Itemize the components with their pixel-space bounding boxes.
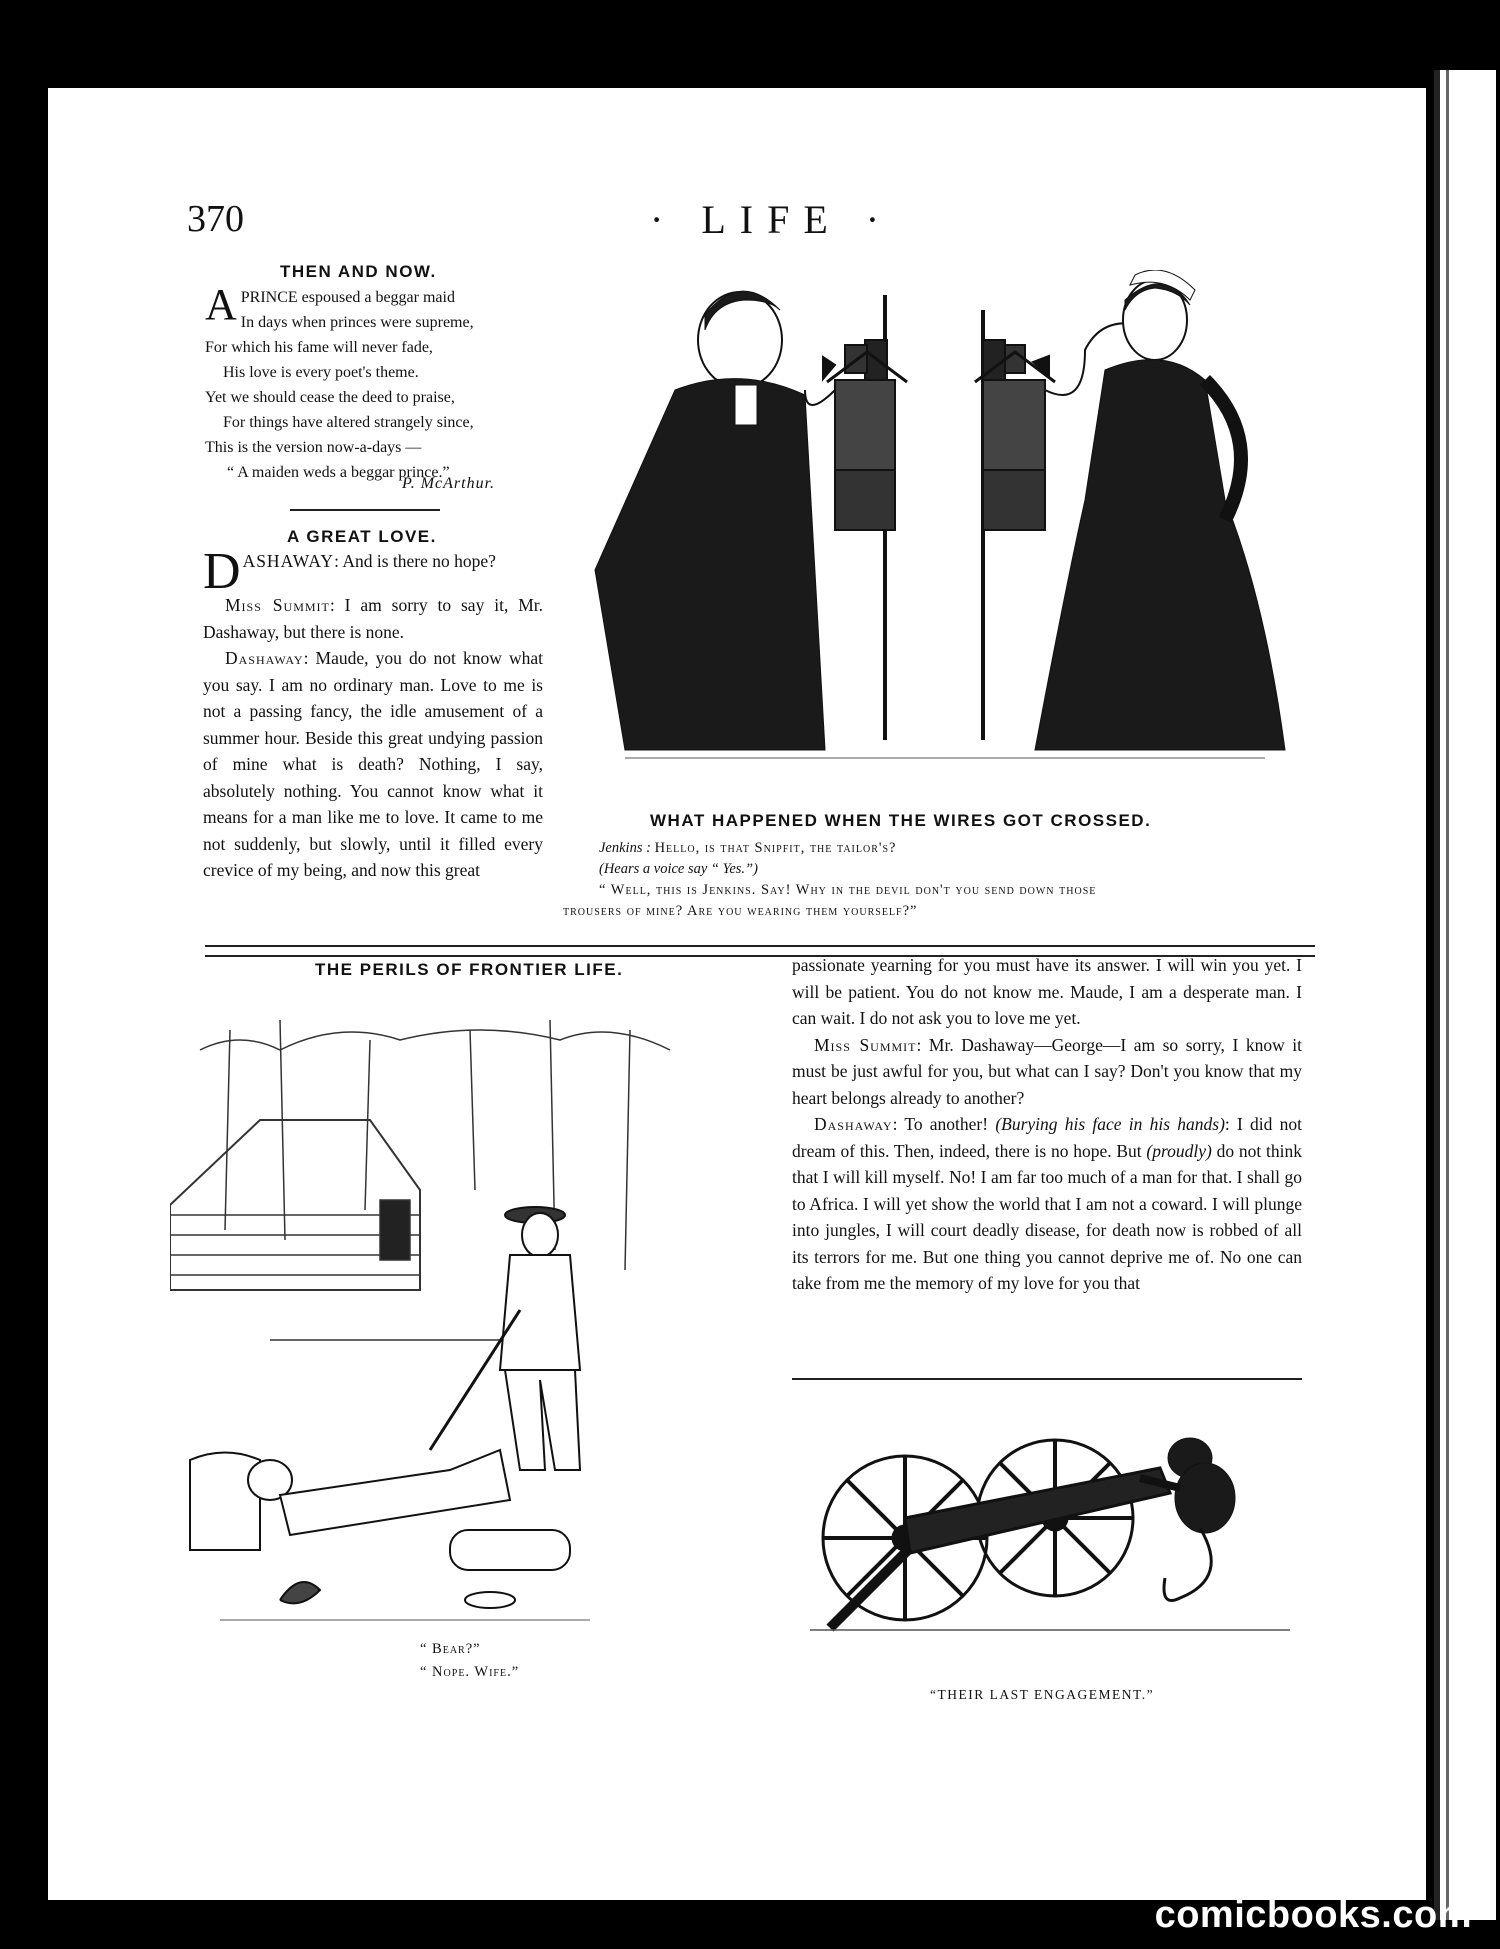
speaker-name: Jenkins :: [599, 840, 651, 856]
poem-body: [205, 280, 545, 485]
dialogue-text: : I did not dream of this. Then, indeed, there is no hope. But: [792, 1114, 1302, 1161]
page-number: 370: [187, 198, 244, 240]
caption-line: “ Bear?”: [420, 1641, 481, 1657]
story-paragraph: [203, 543, 543, 600]
poem-line: Yet we should cease the deed to praise,: [205, 389, 455, 406]
poem-line: For things have altered strangely since,: [223, 414, 474, 431]
speaker-name: Miss Summit: [814, 1034, 917, 1055]
dialogue-text: do not think that I will kill myself. No! I am far too much of a man for that. I shall go to Africa. I will yet show the world that I am not a coward. I will plunge into jungles, I will court deadly disease, for death now is robbed of all its terrors for me. But one thing you cannot deprive me of. No one can take from me the memory of my love for you that: [792, 1140, 1302, 1293]
speaker-name: Dashaway: [814, 1114, 893, 1134]
poem-line: In days when princes were supreme,: [240, 314, 474, 331]
frontier-cartoon-illustration: [170, 990, 725, 1630]
story-paragraph: [203, 645, 543, 884]
story-paragraph: [792, 1111, 1302, 1297]
site-watermark: comicbooks.com: [1154, 1894, 1472, 1936]
poem-line: His love is every poet's theme.: [223, 364, 419, 381]
poem-drop-cap: A: [205, 280, 237, 329]
caption-line: “ Nope. Wife.”: [420, 1664, 520, 1680]
story-title: A GREAT LOVE.: [287, 527, 437, 546]
dialogue-text: : Mr. Dashaway—George—I am so sorry, I know it must be just awful for you, but what can I say? Don't you know that my heart belongs already to another?: [792, 1034, 1302, 1108]
poem-line: PRINCE espoused a beggar maid: [240, 289, 455, 306]
cannon-cartoon-caption: “THEIR LAST ENGAGEMENT.”: [930, 1687, 1155, 1702]
dialogue-line: trousers of mine? Are you wearing them yourself?”: [563, 903, 918, 919]
poem-line: “ A maiden weds a beggar prince.”: [227, 464, 450, 481]
stage-direction: (Burying his face in his hands): [995, 1114, 1225, 1134]
speaker-name: Dashaway: [225, 648, 304, 668]
dialogue-text: : I am sorry to say it, Mr. Dashaway, but there is none.: [203, 595, 544, 642]
dialogue-text: : Maude, you do not know what you say. I am no ordinary man. Love to me is not a passing fancy, the idle amusement of a summer hour. Beside this great undying passion of mine what is death? Nothing, I say, absolutely nothing. You cannot know what it means for a man like me to love. It came to me not suddenly, but slowly, until it filled every crevice of my being, and now this great: [203, 648, 543, 880]
dialogue-text: Hello, is that Snipfit, the tailor's?: [654, 840, 897, 856]
story-paragraph: [203, 592, 543, 645]
poem-title: THEN AND NOW.: [280, 262, 437, 281]
story-column-right: [792, 952, 1302, 1297]
dialogue-line: (Hears a voice say “ Yes.”): [599, 861, 758, 877]
section-divider: [290, 509, 440, 511]
masthead: · LIFE ·: [650, 197, 894, 242]
telephone-cartoon-caption: WHAT HAPPENED WHEN THE WIRES GOT CROSSED.: [650, 811, 1152, 830]
dialogue-text: : To another!: [892, 1114, 996, 1134]
dialogue-line: [563, 838, 1313, 859]
frontier-cartoon-title: THE PERILS OF FRONTIER LIFE.: [315, 960, 624, 979]
telephone-cartoon-illustration: [565, 270, 1315, 780]
story-paragraph: [792, 1032, 1302, 1112]
cannon-cartoon-illustration: [800, 1398, 1300, 1668]
speaker-name: Miss Summit: [225, 595, 330, 615]
dialogue-line: “ Well, this is Jenkins. Say! Why in the devil don't you send down those: [599, 882, 1097, 898]
poem-line: This is the version now-a-days —: [205, 439, 422, 456]
dialogue-text: : And is there no hope?: [334, 551, 496, 571]
poem-author: P. McArthur.: [402, 475, 496, 492]
story-drop-cap: D: [203, 543, 241, 600]
telephone-cartoon-dialogue: [563, 838, 1313, 922]
speaker-name: ASHAWAY: [242, 551, 335, 571]
story-paragraph: passionate yearning for you must have its answer. I will win you yet. I will be patient. You do not know me. Maude, I am a desperate man. I can wait. I do not ask you to love me yet.: [792, 955, 1302, 1028]
story-column-left: [203, 543, 544, 884]
section-divider: [792, 1378, 1302, 1380]
frontier-cartoon-caption: [420, 1638, 519, 1684]
poem-line: For which his fame will never fade,: [205, 339, 433, 356]
stage-direction: (proudly): [1146, 1140, 1212, 1161]
